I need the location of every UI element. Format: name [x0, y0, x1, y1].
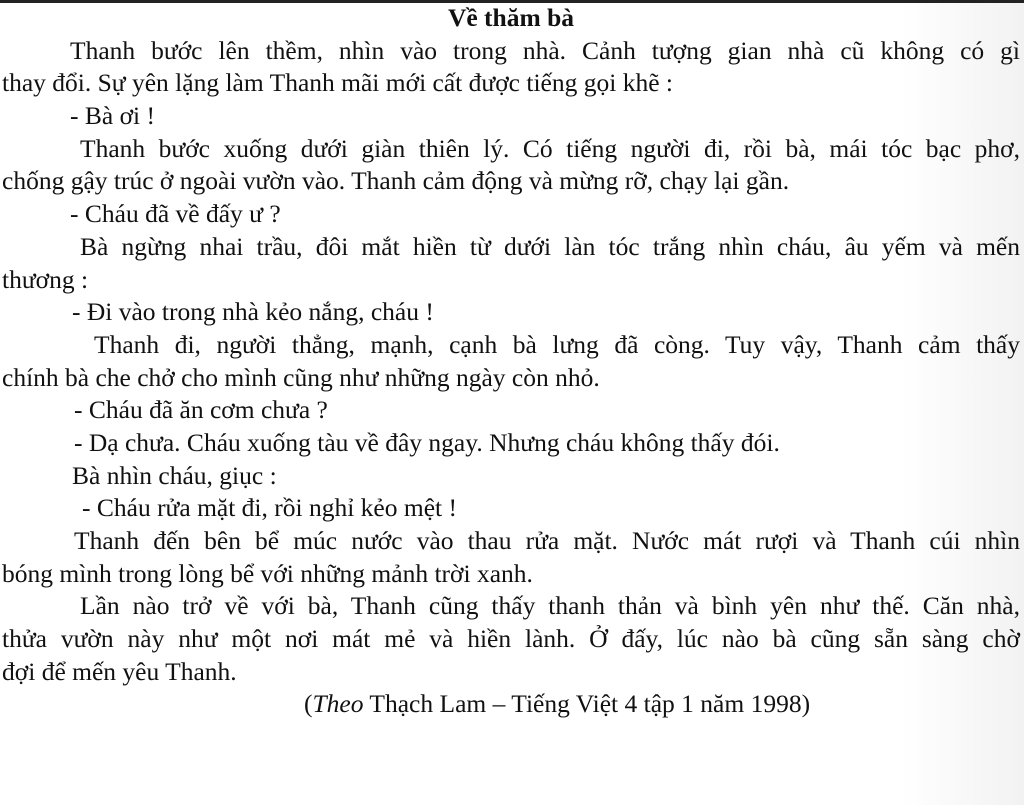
dialogue-line: - Cháu đã ăn cơm chưa ? — [74, 395, 328, 425]
source-open-paren: ( — [304, 689, 313, 719]
dialogue-line: - Dạ chưa. Cháu xuống tàu về đây ngay. Nhưng cháu không thấy đói. — [74, 427, 780, 457]
paragraph-line: Thanh đến bên bể múc nước vào thau rửa mặt. Nước mát rượi và Thanh cúi nhìn — [74, 526, 1020, 555]
paragraph-line: chính bà che chở cho mình cũng như những ngày còn nhỏ. — [2, 362, 600, 392]
dialogue-line: - Cháu đã về đấy ư ? — [70, 199, 281, 229]
paragraph-line: bóng mình trong lòng bể với những mảnh trời xanh. — [2, 558, 533, 588]
source-theo: Theo — [312, 689, 364, 719]
source-rest: Thạch Lam – Tiếng Việt 4 tập 1 năm 1998) — [363, 689, 811, 719]
paragraph-line: thương : — [2, 264, 89, 294]
story-text — [2, 2, 1020, 721]
paragraph-line: Thanh đi, người thẳng, mạnh, cạnh bà lưng đã còng. Tuy vậy, Thanh cảm thấy — [94, 329, 1020, 359]
story-title: Về thăm bà — [447, 3, 575, 32]
paragraph-line: đợi để mến yêu Thanh. — [2, 656, 237, 686]
paragraph-line: thay đổi. Sự yên lặng làm Thanh mãi mới cất được tiếng gọi khẽ : — [2, 68, 673, 98]
dialogue-line: - Cháu rửa mặt đi, rồi nghỉ kẻo mệt ! — [82, 493, 457, 523]
paragraph-line: Lần nào trở về với bà, Thanh cũng thấy thanh thản và bình yên như thế. Căn nhà, — [80, 591, 1020, 621]
paragraph-line: chống gậy trúc ở ngoài vườn vào. Thanh cảm động và mừng rỡ, chạy lại gần. — [2, 166, 790, 196]
paragraph-line: Thanh bước lên thềm, nhìn vào trong nhà. Cảnh tượng gian nhà cũ không có gì — [70, 35, 1020, 65]
paragraph-line: Thanh bước xuống dưới giàn thiên lý. Có tiếng người đi, rồi bà, mái tóc bạc phơ, — [80, 133, 1020, 163]
dialogue-line: - Đi vào trong nhà kẻo nắng, cháu ! — [72, 297, 434, 327]
paragraph-line: thửa vườn này như một nơi mát mẻ và hiền lành. Ở đấy, lúc nào bà cũng sẵn sàng chờ — [2, 624, 1020, 654]
paragraph-line: Bà nhìn cháu, giục : — [72, 460, 277, 490]
dialogue-line: - Bà ơi ! — [70, 101, 156, 131]
paragraph-line: Bà ngừng nhai trầu, đôi mắt hiền từ dưới làn tóc trắng nhìn cháu, âu yếm và mến — [80, 231, 1020, 261]
source-citation — [2, 688, 1020, 721]
